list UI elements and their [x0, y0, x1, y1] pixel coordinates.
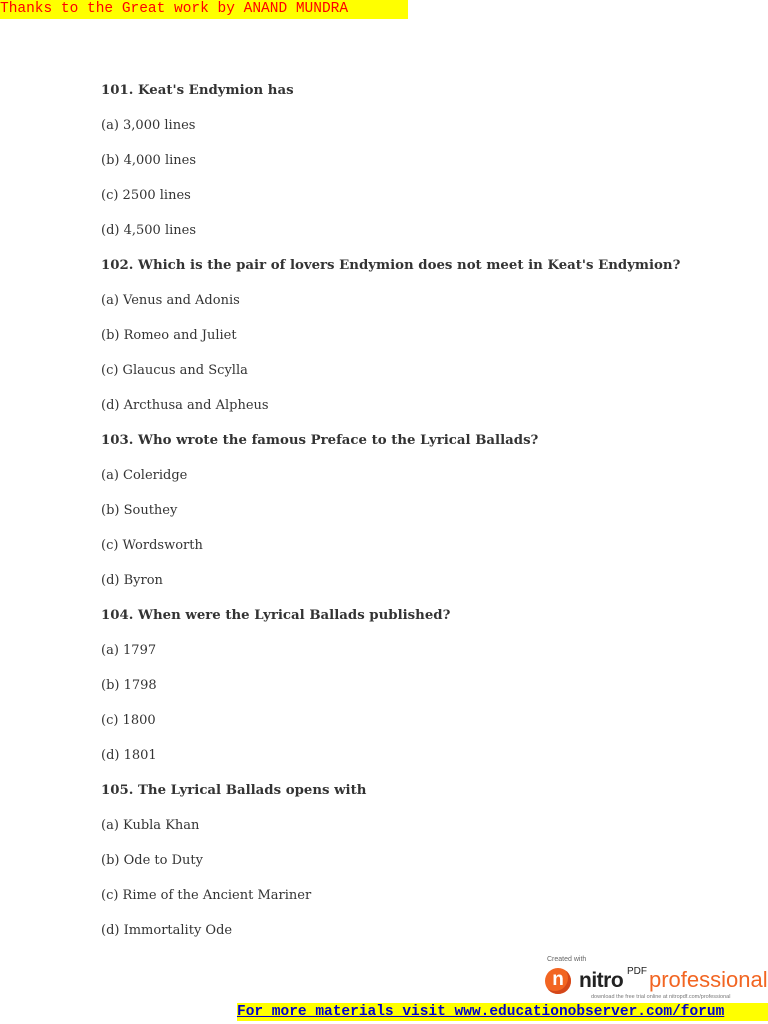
nitro-product: professional	[649, 967, 768, 992]
option-c: (c) Glaucus and Scylla	[101, 363, 248, 378]
option-d: (d) Arcthusa and Alpheus	[101, 398, 269, 413]
option-b: (b) 1798	[101, 678, 157, 693]
question-104	[101, 603, 721, 778]
option-d: (d) Immortality Ode	[101, 923, 233, 938]
question-102	[101, 253, 721, 428]
option-a: (a) Kubla Khan	[101, 818, 200, 833]
created-with-label: Created with	[547, 956, 587, 963]
option-c: (c) 2500 lines	[101, 188, 191, 203]
question-stem: 105. The Lyrical Ballads opens with	[101, 783, 367, 798]
question-105	[101, 778, 721, 953]
option-a: (a) Coleridge	[101, 468, 188, 483]
option-b: (b) Ode to Duty	[101, 853, 203, 868]
question-103	[101, 428, 721, 603]
nitro-watermark[interactable]	[545, 956, 768, 1006]
nitro-logo-icon	[545, 968, 571, 994]
option-c: (c) Rime of the Ancient Mariner	[101, 888, 312, 903]
option-b: (b) 4,000 lines	[101, 153, 196, 168]
question-list	[101, 78, 721, 953]
bottom-banner-link[interactable]: For more materials visit www.educationobserver.com/forum	[237, 1003, 768, 1021]
question-stem: 103. Who wrote the famous Preface to the Lyrical Ballads?	[101, 433, 539, 448]
nitro-brand: nitro	[579, 969, 624, 992]
option-b: (b) Romeo and Juliet	[101, 328, 237, 343]
option-d: (d) Byron	[101, 573, 163, 588]
top-banner: Thanks to the Great work by ANAND MUNDRA	[0, 0, 408, 19]
nitro-pdf-superscript: PDF	[627, 966, 647, 977]
option-a: (a) 3,000 lines	[101, 118, 196, 133]
option-d: (d) 4,500 lines	[101, 223, 196, 238]
question-stem: 102. Which is the pair of lovers Endymion does not meet in Keat's Endymion?	[101, 258, 681, 273]
option-d: (d) 1801	[101, 748, 157, 763]
option-c: (c) Wordsworth	[101, 538, 203, 553]
question-stem: 104. When were the Lyrical Ballads published?	[101, 608, 451, 623]
nitro-logo-letter: n	[552, 969, 564, 990]
option-a: (a) Venus and Adonis	[101, 293, 240, 308]
question-stem: 101. Keat's Endymion has	[101, 83, 294, 98]
option-b: (b) Southey	[101, 503, 178, 518]
question-101	[101, 78, 721, 253]
nitro-tagline: download the free trial online at nitropdf.com/professional	[591, 994, 731, 1000]
option-a: (a) 1797	[101, 643, 157, 658]
option-c: (c) 1800	[101, 713, 156, 728]
